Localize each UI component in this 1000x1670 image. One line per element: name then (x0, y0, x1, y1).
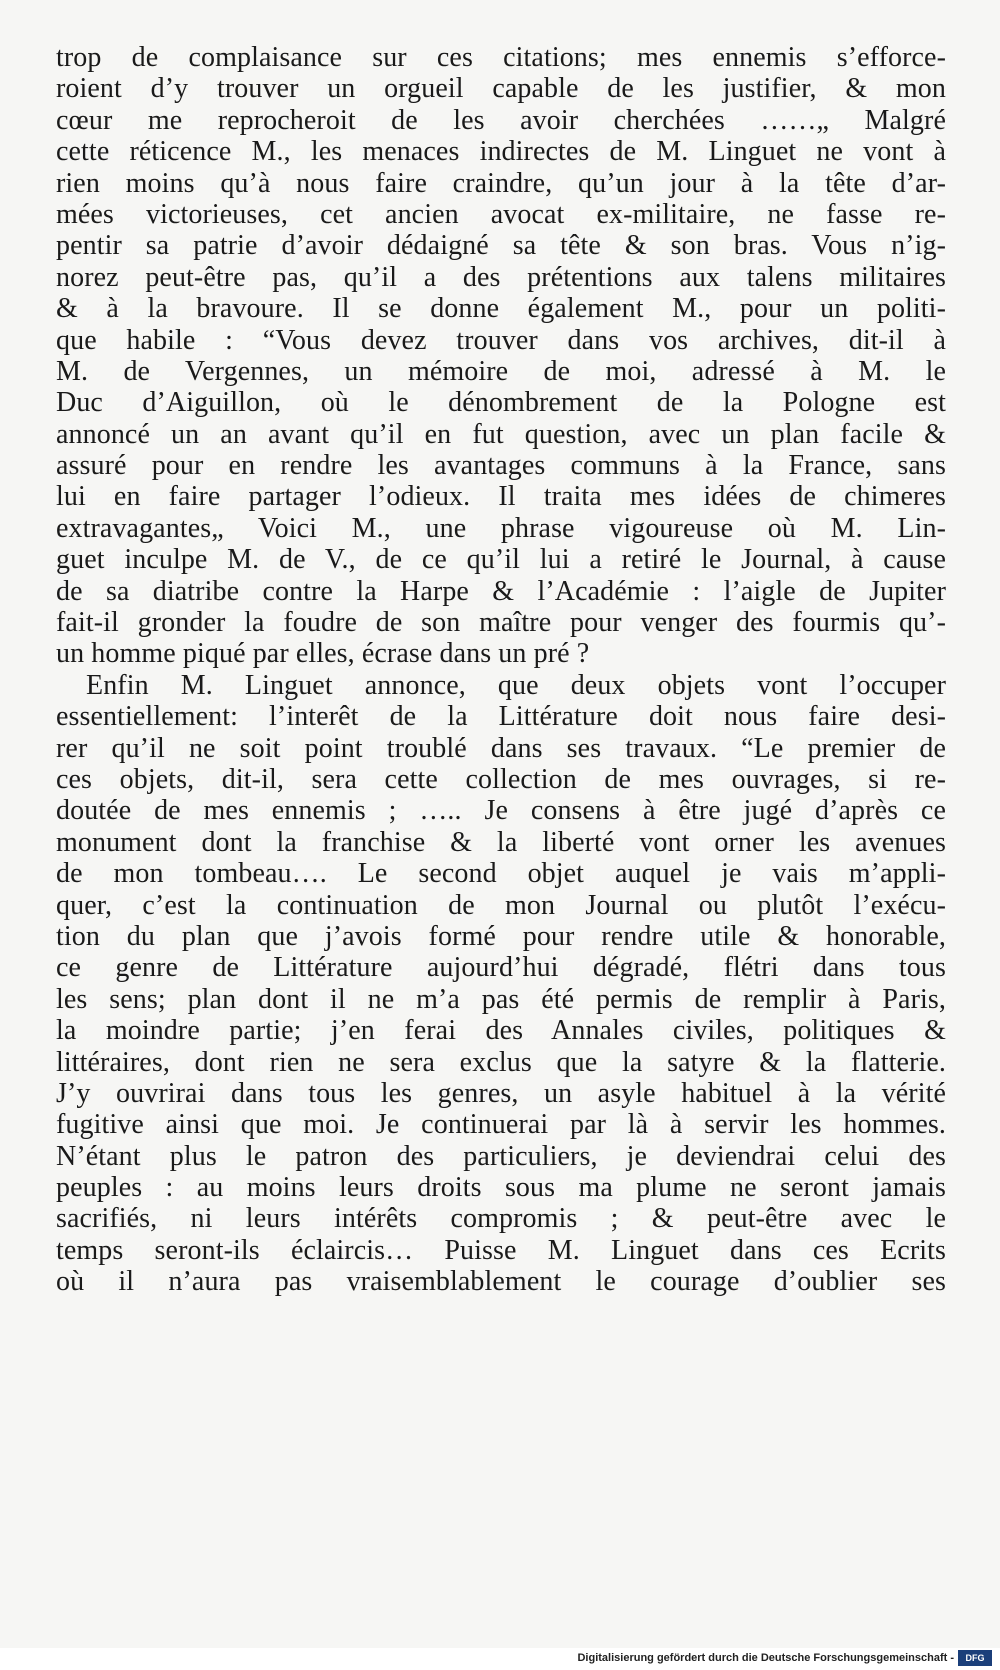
text-line: fait-il gronder la foudre de son maître pour venger des fourmis qu’- (56, 607, 946, 639)
text-line: cœur me reprocheroit de les avoir cherchées ……„ Malgré (56, 104, 946, 136)
text-line: trop de complaisance sur ces citations; mes ennemis s’efforce- (56, 42, 946, 73)
text-line: doutée de mes ennemis ; ….. Je consens à être jugé d’après ce (56, 795, 946, 827)
text-line: tion du plan que j’avois formé pour rendre utile & honorable, (56, 920, 946, 952)
text-line: fugitive ainsi que moi. Je continuerai par là à servir les hommes. (56, 1109, 946, 1141)
text-line: & à la bravoure. Il se donne également M., pour un politi- (56, 293, 946, 325)
text-line: N’étant plus le patron des particuliers, je deviendrai celui des (56, 1140, 946, 1172)
text-line: pentir sa patrie d’avoir dédaigné sa tête & son bras. Vous n’ig- (56, 230, 946, 262)
text-line: lui en faire partager l’odieux. Il traita mes idées de chimeres (56, 481, 946, 513)
text-line: cette réticence M., les menaces indirectes de M. Linguet ne vont à (56, 136, 946, 168)
text-line: rien moins qu’à nous faire craindre, qu’un jour à la tête d’ar- (56, 167, 946, 199)
digitization-credit: Digitalisierung gefördert durch die Deutsche Forschungsgemeinschaft - (577, 1652, 954, 1664)
text-line: sacrifiés, ni leurs intérêts compromis ; & peut-être avec le (56, 1203, 946, 1235)
text-line: Enfin M. Linguet annonce, que deux objets vont l’occuper (86, 669, 946, 701)
text-line: Duc d’Aiguillon, où le dénombrement de la Pologne est (56, 387, 946, 419)
text-line: de mon tombeau…. Le second objet auquel je vais m’appli- (56, 858, 946, 890)
text-line: assuré pour en rendre les avantages communs à la France, sans (56, 450, 946, 482)
body-text (56, 42, 946, 1298)
text-line: roient d’y trouver un orgueil capable de les justifier, & mon (56, 73, 946, 105)
text-line: norez peut-être pas, qu’il a des prétentions aux talens militaires (56, 261, 946, 293)
text-line: essentiellement: l’interêt de la Littérature doit nous faire desi- (56, 701, 946, 733)
text-line: peuples : au moins leurs droits sous ma plume ne seront jamais (56, 1172, 946, 1204)
text-line: de sa diatribe contre la Harpe & l’Académie : l’aigle de Jupiter (56, 575, 946, 607)
text-line: guet inculpe M. de V., de ce qu’il lui a retiré le Journal, à cause (56, 544, 946, 576)
text-line: où il n’aura pas vraisemblablement le courage d’oublier ses (56, 1266, 946, 1298)
text-line: temps seront-ils éclaircis… Puisse M. Linguet dans ces Ecrits (56, 1234, 946, 1266)
text-line: les sens; plan dont il ne m’a pas été permis de remplir à Paris, (56, 983, 946, 1015)
text-line: mées victorieuses, cet ancien avocat ex-militaire, ne fasse re- (56, 198, 946, 230)
text-line: un homme piqué par elles, écrase dans un pré ? (56, 638, 590, 670)
text-line: annoncé un an avant qu’il en fut question, avec un plan facile & (56, 418, 946, 450)
text-line: ces objets, dit-il, sera cette collection de mes ouvrages, si re- (56, 763, 946, 795)
text-line: littéraires, dont rien ne sera exclus que la satyre & la flatterie. (56, 1046, 946, 1078)
text-line: extravagantes„ Voici M., une phrase vigoureuse où M. Lin- (56, 512, 946, 544)
text-line: la moindre partie; j’en ferai des Annales civiles, politiques & (56, 1015, 946, 1047)
dfg-logo: DFG (958, 1650, 992, 1666)
text-line: monument dont la franchise & la liberté vont orner les avenues (56, 826, 946, 858)
text-line: quer, c’est la continuation de mon Journal ou plutôt l’exécu- (56, 889, 946, 921)
text-line: que habile : “Vous devez trouver dans vos archives, dit-il à (56, 324, 946, 356)
text-line: ce genre de Littérature aujourd’hui dégradé, flétri dans tous (56, 952, 946, 984)
text-line: rer qu’il ne soit point troublé dans ses travaux. “Le premier de (56, 732, 946, 764)
text-line: M. de Vergennes, un mémoire de moi, adressé à M. le (56, 355, 946, 387)
text-line: J’y ouvrirai dans tous les genres, un asyle habituel à la vérité (56, 1077, 946, 1109)
